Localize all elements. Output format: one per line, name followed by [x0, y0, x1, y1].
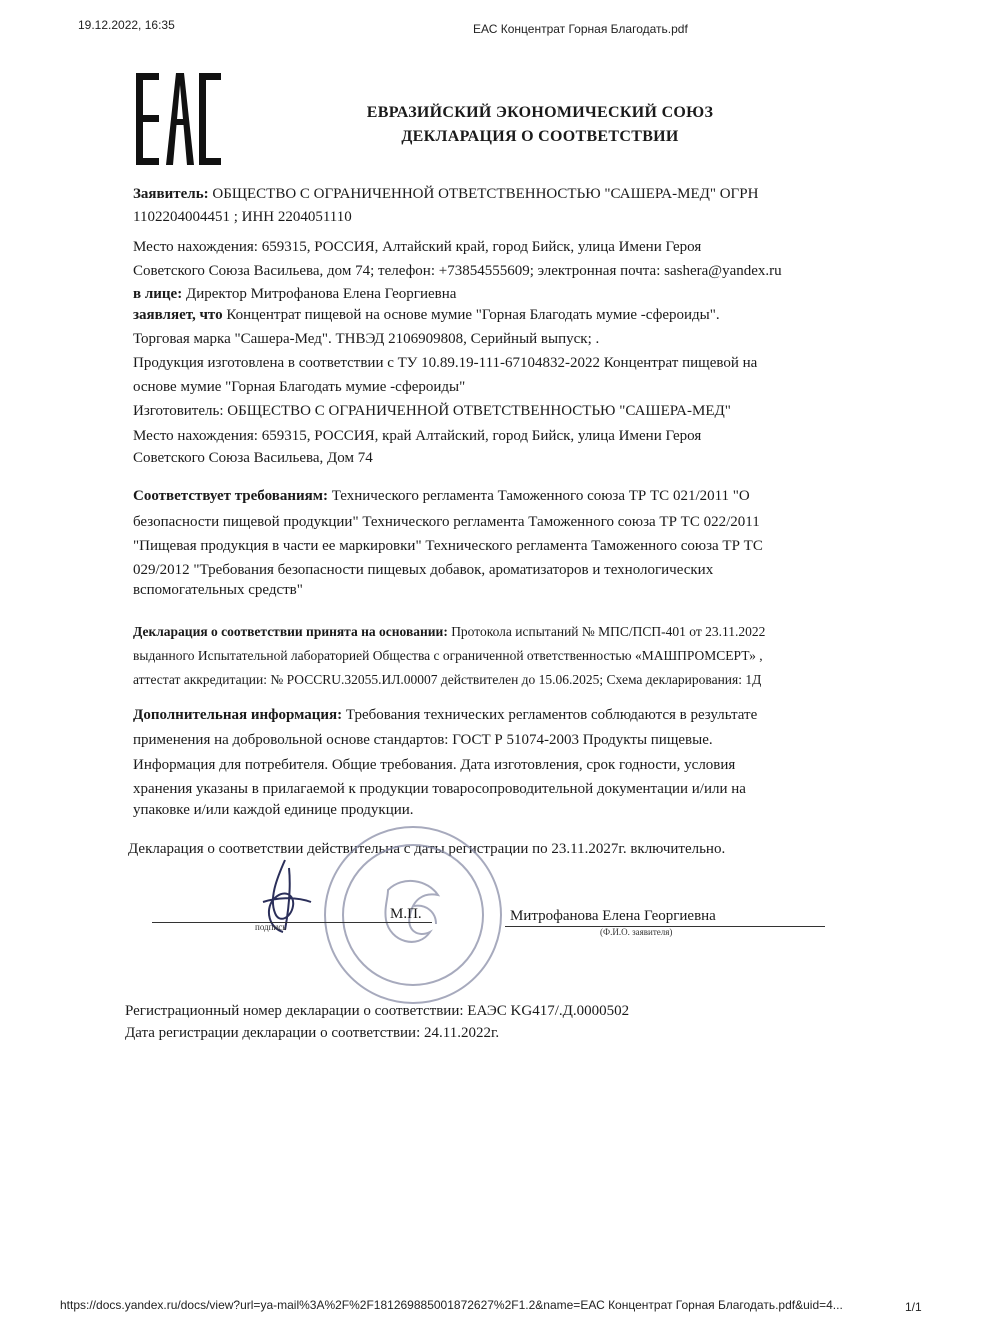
registration-date: Дата регистрации декларации о соответствии: 24.11.2022г.	[125, 1025, 500, 1041]
union-heading: ЕВРАЗИЙСКИЙ ЭКОНОМИЧЕСКИЙ СОЮЗ	[366, 104, 714, 121]
declares-line-1	[133, 306, 720, 325]
applicant-address-2: Советского Союза Васильева, дом 74; телефон: +73854555609; электронная почта: sashera@yandex.ru	[133, 263, 782, 279]
additional-label: Дополнительная информация:	[133, 707, 343, 723]
applicant-line-2: 1102204004451 ; ИНН 2204051110	[133, 209, 352, 225]
basis-line-1	[133, 622, 765, 641]
declares-product: Концентрат пищевой на основе мумие "Горная Благодать мумие -сфероиды".	[222, 307, 720, 323]
applicant-person	[133, 285, 456, 304]
additional-line-4: хранения указаны в прилагаемой к продукции товаросопроводительной документации и/или на	[133, 781, 746, 797]
basis-line-3: аттестат аккредитации: № РОССRU.32055.ИЛ.00007 действителен до 15.06.2025; Схема декларирования: 1Д	[133, 672, 762, 687]
additional-line-1	[133, 706, 757, 725]
manufacturer-address-2: Советского Союза Васильева, Дом 74	[133, 450, 373, 466]
declaration-heading: ДЕКЛАРАЦИЯ О СООТВЕТСТВИИ	[401, 128, 679, 145]
applicant-address-1: Место нахождения: 659315, РОССИЯ, Алтайский край, город Бийск, улица Имени Героя	[133, 239, 702, 255]
additional-line-5: упаковке и/или каждой единице продукции.	[133, 802, 414, 818]
requirements-line-2: безопасности пищевой продукции" Технического регламента Таможенного союза ТР ТС 022/2011	[133, 514, 760, 530]
print-file-title: ЕАС Концентрат Горная Благодать.pdf	[473, 22, 688, 36]
requirements-text: Технического регламента Таможенного союза ТР ТС 021/2011 "О	[327, 488, 750, 504]
applicant-text: ОБЩЕСТВО С ОГРАНИЧЕННОЙ ОТВЕТСТВЕННОСТЬЮ "САШЕРА-МЕД" ОГРН	[208, 186, 759, 202]
manufacturer-address-1: Место нахождения: 659315, РОССИЯ, край Алтайский, город Бийск, улица Имени Героя	[133, 428, 702, 444]
basis-line-2: выданного Испытательной лабораторией Общества с ограниченной ответственностью «МАШПРОМСЕРТ» ,	[133, 648, 763, 663]
signature-caption: подпись	[255, 922, 287, 932]
applicant-line-1	[133, 185, 758, 204]
person-name: Директор Митрофанова Елена Георгиевна	[182, 286, 457, 302]
basis-text: Протокола испытаний № МПС/ПСП-401 от 23.11.2022	[447, 624, 766, 639]
applicant-label: Заявитель:	[133, 186, 209, 202]
manufacturer-line: Изготовитель: ОБЩЕСТВО С ОГРАНИЧЕННОЙ ОТВЕТСТВЕННОСТЬЮ "САШЕРА-МЕД"	[133, 403, 731, 419]
requirements-line-1	[133, 487, 750, 506]
print-page-number: 1/1	[905, 1300, 922, 1314]
requirements-line-3: "Пищевая продукция в части ее маркировки" Технического регламента Таможенного союза ТР ТС	[133, 538, 763, 554]
requirements-line-4: 029/2012 "Требования безопасности пищевых добавок, ароматизаторов и технологических	[133, 562, 714, 578]
registration-number: Регистрационный номер декларации о соответствии: ЕАЭС KG417/.Д.0000502	[125, 1003, 630, 1019]
requirements-label: Соответствует требованиям:	[133, 488, 328, 504]
signature-line	[152, 922, 432, 923]
requirements-line-5: вспомогательных средств"	[133, 582, 303, 598]
print-datetime: 19.12.2022, 16:35	[78, 18, 175, 32]
additional-line-2: применения на добровольной основе стандартов: ГОСТ Р 51074-2003 Продукты пищевые.	[133, 732, 713, 748]
fio-caption: (Ф.И.О. заявителя)	[600, 927, 673, 937]
declares-line-4: основе мумие "Горная Благодать мумие -сфероиды"	[133, 379, 466, 395]
person-label: в лице:	[133, 286, 183, 302]
additional-text: Требования технических регламентов соблюдаются в результате	[342, 707, 758, 723]
validity-statement: Декларация о соответствии действительна с даты регистрации по 23.11.2027г. включительно.	[128, 841, 726, 857]
seal-mark-label: М.П.	[390, 906, 422, 922]
declares-line-3: Продукция изготовлена в соответствии с ТУ 10.89.19-111-67104832-2022 Концентрат пищевой на	[133, 355, 758, 371]
additional-line-3: Информация для потребителя. Общие требования. Дата изготовления, срок годности, условия	[133, 757, 736, 773]
declares-label: заявляет, что	[133, 307, 223, 323]
eac-logo	[136, 73, 222, 170]
declares-line-2: Торговая марка "Сашера-Мед". ТНВЭД 2106909808, Серийный выпуск; .	[133, 331, 600, 347]
basis-label: Декларация о соответствии принята на основании:	[133, 624, 448, 639]
signer-name: Митрофанова Елена Георгиевна	[510, 908, 716, 924]
print-url: https://docs.yandex.ru/docs/view?url=ya-mail%3A%2F%2F181269885001872627%2F1.2&name=ЕАС Концентрат Горная Благодать.pdf&uid=4...	[60, 1298, 843, 1312]
